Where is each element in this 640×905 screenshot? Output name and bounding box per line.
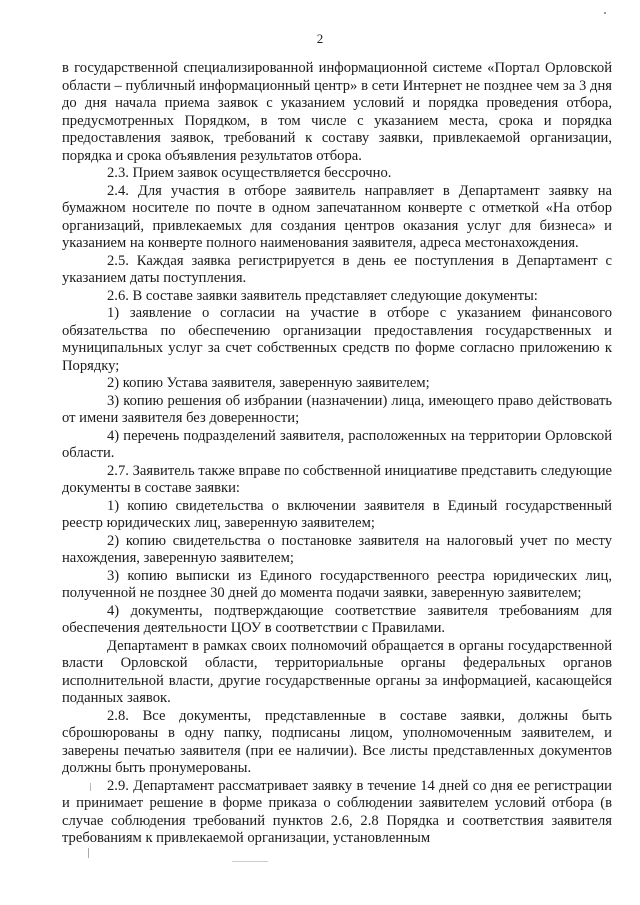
- paragraph: 3) копию решения об избрании (назначении) лица, имеющего право действовать от имени заявителя без доверенности;: [62, 392, 612, 426]
- scan-artifact: [604, 12, 606, 14]
- paragraph: в государственной специализированной информационной системе «Портал Орловской области – публичный информационный центр» в сети Интернет не позднее чем за 3 дня до дня начала приема заявок с указанием условий и порядка проведения отбора, предусмотренных Порядком, в том числе с указанием места, срока и порядка предоставления заявок, требований к составу заявки, привлекаемой организации, порядка и срока объявления результатов отбора.: [62, 60, 612, 164]
- scan-artifact: [88, 848, 89, 858]
- paragraph: 1) заявление о согласии на участие в отборе с указанием финансового обязательства по обеспечению организации предоставления государственных и муниципальных услуг за счет собственных средств по форме согласно приложению к Порядку;: [62, 305, 612, 374]
- paragraph: 4) перечень подразделений заявителя, расположенных на территории Орловской области.: [62, 427, 612, 461]
- page-number: 2: [316, 31, 324, 46]
- paragraph: 2) копию Устава заявителя, заверенную заявителем;: [107, 375, 430, 391]
- paragraph: 2.5. Каждая заявка регистрируется в день ее поступления в Департамент с указанием даты поступления.: [62, 252, 612, 286]
- paragraph: Департамент в рамках своих полномочий обращается в органы государственной власти Орловской области, территориальные органы федеральных органов исполнительной власти, другие государственные органы за информацией, касающейся поданных заявок.: [62, 637, 612, 706]
- paragraph: 2) копию свидетельства о постановке заявителя на налоговый учет по месту нахождения, заверенную заявителем;: [62, 532, 612, 566]
- paragraph: 3) копию выписки из Единого государственного реестра юридических лиц, полученной не позднее 30 дней до момента подачи заявки, заверенную заявителем;: [62, 567, 612, 601]
- scan-artifact: [90, 783, 91, 791]
- paragraph: 2.7. Заявитель также вправе по собственной инициативе представить следующие документы в составе заявки:: [62, 462, 612, 496]
- paragraph: 4) документы, подтверждающие соответствие заявителя требованиям для обеспечения деятельности ЦОУ в соответствии с Правилами.: [62, 602, 612, 636]
- paragraph: 2.3. Прием заявок осуществляется бессрочно.: [107, 165, 392, 181]
- paragraph: 2.8. Все документы, представленные в составе заявки, должны быть сброшюрованы в одну папку, подписаны лицом, уполномоченным заявителем, и заверены печатью заявителя (при ее наличии). Все листы представленных документов должны быть пронумерованы.: [62, 707, 612, 776]
- document-body: [62, 60, 612, 848]
- paragraph: 2.6. В составе заявки заявитель представляет следующие документы:: [107, 287, 538, 304]
- paragraph: 2.9. Департамент рассматривает заявку в течение 14 дней со дня ее регистрации и принимает решение в форме приказа о соблюдении заявителем условий отбора (в случае соблюдения требований пунктов 2.6, 2.8 Порядка и соответствия заявителя требованиям к привлекаемой организации, установленным: [62, 777, 612, 846]
- scan-artifact: [232, 861, 268, 862]
- paragraph: 1) копию свидетельства о включении заявителя в Единый государственный реестр юридических лиц, заверенную заявителем;: [62, 497, 612, 531]
- paragraph: 2.4. Для участия в отборе заявитель направляет в Департамент заявку на бумажном носителе по почте в одном запечатанном конверте с отметкой «На отбор организаций, привлекаемых для создания центров оказания услуг для бизнеса» и указанием на конверте полного наименования заявителя, адреса местонахождения.: [62, 182, 612, 251]
